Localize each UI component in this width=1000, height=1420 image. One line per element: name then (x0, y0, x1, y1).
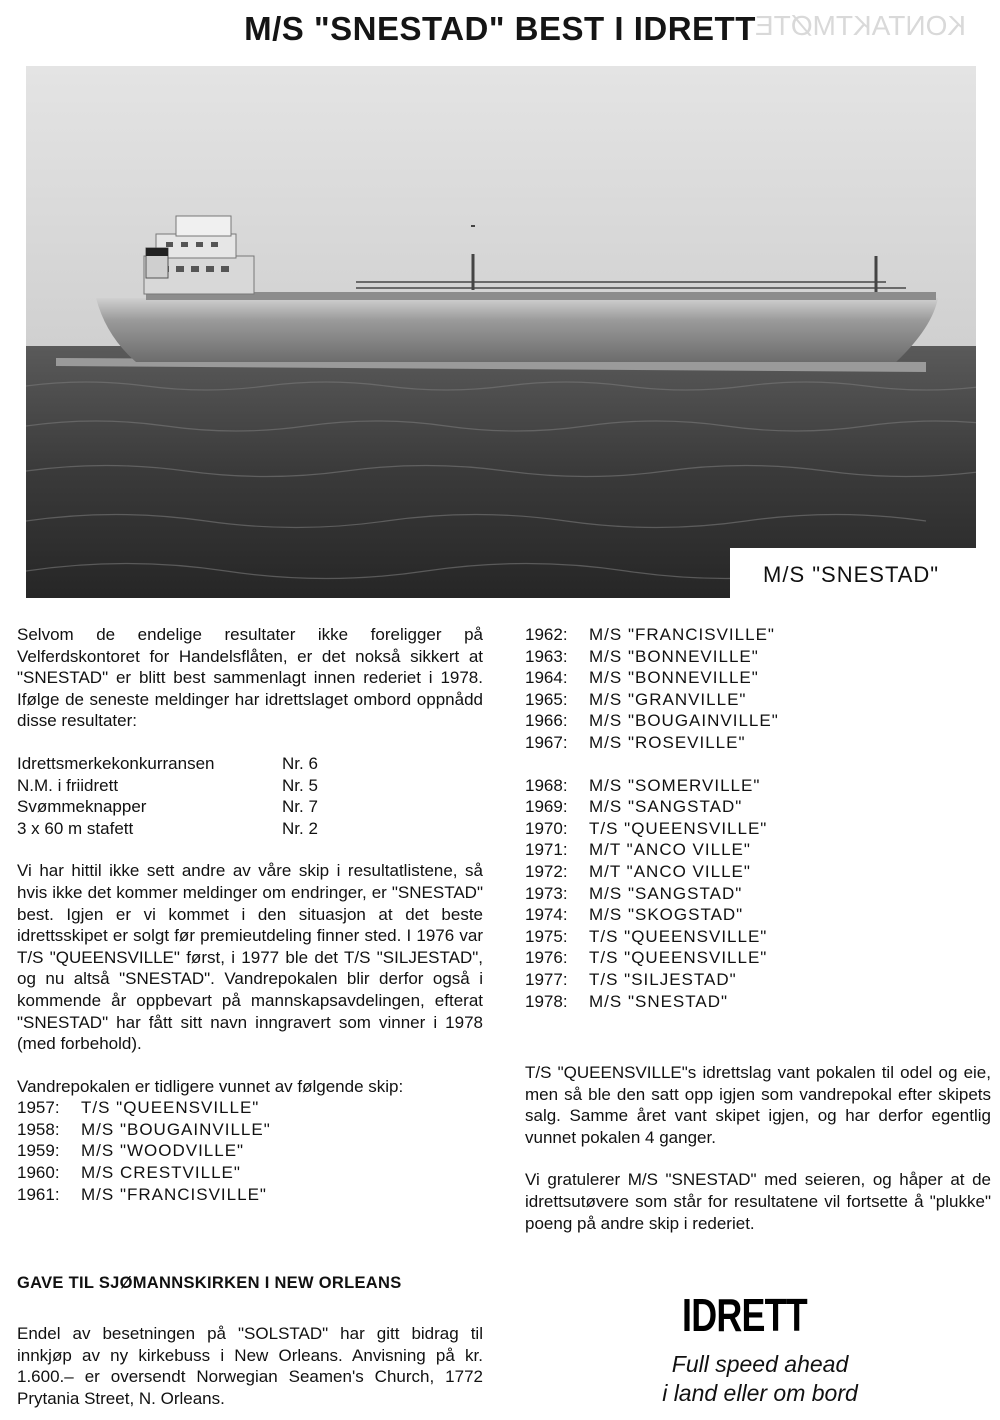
winner-row: 1975: T/S "QUEENSVILLE" (525, 926, 768, 946)
results-list (17, 753, 483, 839)
winner-row: 1976: T/S "QUEENSVILLE" (525, 948, 768, 968)
winner-row: 1970: T/S "QUEENSVILLE" (525, 818, 768, 838)
slogan-line-1: Full speed ahead (671, 1351, 849, 1377)
left-column (17, 624, 483, 1205)
winner-row: 1969: M/S "SANGSTAD" (525, 797, 743, 817)
winner-row: 1967: M/S "ROSEVILLE" (525, 732, 746, 752)
winner-row: 1963: M/S "BONNEVILLE" (525, 646, 759, 666)
winner-row: 1972: M/T "ANCO VILLE" (525, 861, 751, 881)
winner-row: 1966: M/S "BOUGAINVILLE" (525, 711, 779, 731)
queensville-paragraph: T/S "QUEENSVILLE"s idrettslag vant pokalen til odel og eie, men så ble den satt opp igjen som vandrepokal efter skipets salg. Samme året vant skipet igjen, og har derfor egentlig vunnet pokalen 4 ganger. (525, 1063, 991, 1147)
result-row: 3 x 60 m stafett Nr. 2 (17, 818, 318, 838)
intro-paragraph: Selvom de endelige resultater ikke foreligger på Velferdskontoret for Handelsflåten, er det nokså sikkert at "SNESTAD" er blitt best sammenlagt innen rederiet i 1978. Ifølge de seneste meldinger har idrettslaget ombord oppnådd disse resultater: (17, 625, 483, 731)
gave-heading: GAVE TIL SJØMANNSKIRKEN I NEW ORLEANS (17, 1274, 402, 1292)
winner-row: 1968: M/S "SOMERVILLE" (525, 775, 761, 795)
winner-row: 1973: M/S "SANGSTAD" (525, 883, 743, 903)
bleed-through-heading: KONTAKTMØTE (755, 10, 967, 41)
right-column (525, 624, 991, 1234)
result-row: Svømmeknapper Nr. 7 (17, 797, 318, 817)
winner-row: 1965: M/S "GRANVILLE" (525, 689, 747, 709)
gave-paragraph: Endel av besetningen på "SOLSTAD" har gitt bidrag til innkjøp av ny kirkebuss i New Orleans. Anvisning på kr. 1.600.– er oversendt Norwegian Seamen's Church, 1772 Prytania Street, N. Orleans. (17, 1324, 483, 1408)
ad-slogan (630, 1350, 890, 1408)
winner-row: 1957: T/S "QUEENSVILLE" (17, 1098, 260, 1118)
winner-row: 1959: M/S "WOODVILLE" (17, 1141, 245, 1161)
winner-row: 1964: M/S "BONNEVILLE" (525, 668, 759, 688)
congrats-paragraph: Vi gratulerer M/S "SNESTAD" med seieren, og håper at de idrettsutøvere som står for resultatene vil fortsette å "plukke" poeng på andre skip i rederiet. (525, 1170, 991, 1233)
photo-caption: M/S "SNESTAD" (763, 562, 940, 587)
slogan-line-2: i land eller om bord (662, 1380, 858, 1406)
idrett-logo: IDRETT (682, 1289, 807, 1341)
winners-list-a (525, 624, 991, 754)
winner-row: 1978: M/S "SNESTAD" (525, 991, 729, 1011)
result-row: N.M. i friidrett Nr. 5 (17, 775, 318, 795)
winner-row: 1962: M/S "FRANCISVILLE" (525, 625, 775, 644)
winners-list-b (525, 775, 991, 1013)
winner-row: 1961: M/S "FRANCISVILLE" (17, 1184, 267, 1204)
winner-row: 1971: M/T "ANCO VILLE" (525, 840, 751, 860)
winners-list-early (17, 1097, 483, 1205)
body-paragraph: Vi har hittil ikke sett andre av våre skip i resultatlistene, så hvis ikke det kommer meldinger om endringer, er "SNESTAD" best. Igjen er vi kommet i den situasjon at det beste idrettsskipet er solgt før premieutdeling finner sted. I 1976 var T/S "QUEENSVILLE" først, i 1977 ble det T/S "SILJESTAD", og nu altså "SNESTAD". Vandrepokalen blir derfor også i kommende år oppbevart på mannskapsavdelingen, efterat "SNESTAD" har fått sitt navn inngravert som vinner i 1978 (med forbehold). (17, 861, 483, 1054)
winner-row: 1958: M/S "BOUGAINVILLE" (17, 1119, 271, 1139)
winner-row: 1974: M/S "SKOGSTAD" (525, 905, 744, 925)
page-title: M/S "SNESTAD" BEST I IDRETT (244, 10, 756, 47)
ship-photo (26, 66, 976, 598)
winner-row: 1960: M/S CRESTVILLE" (17, 1163, 241, 1183)
winner-row: 1977: T/S "SILJESTAD" (525, 969, 737, 989)
winners-intro: Vandrepokalen er tidligere vunnet av følgende skip: (17, 1076, 404, 1096)
result-row: Idrettsmerkekonkurransen Nr. 6 (17, 753, 318, 773)
